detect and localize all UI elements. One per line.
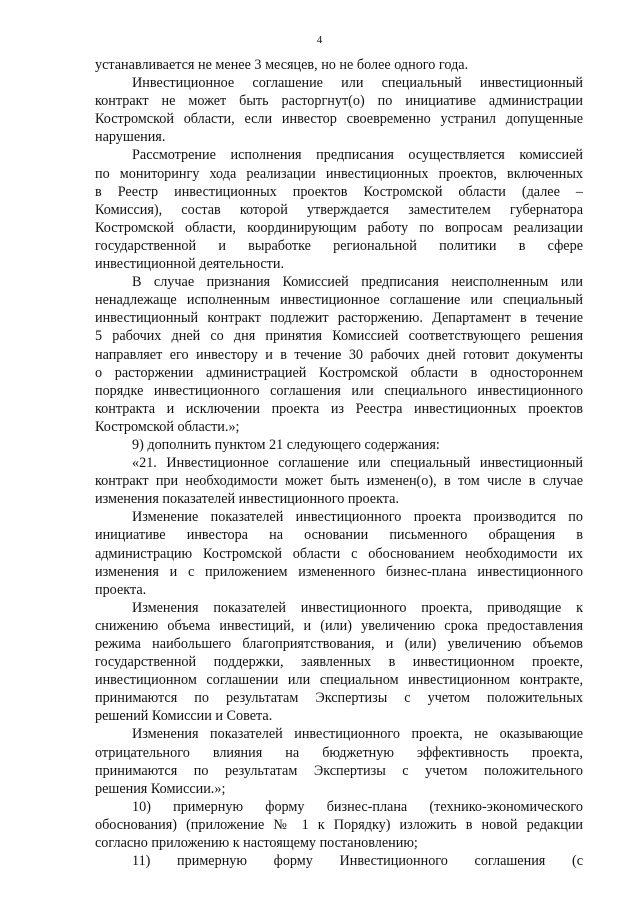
text-line: порядке инвестиционного соглашения или специального инвестиционного	[95, 382, 583, 399]
text-line: решения Комиссии.»;	[95, 780, 226, 797]
text-line: контракт при необходимости может быть изменен(о), в том числе в случае	[95, 473, 583, 490]
text-line: отрицательного влияния на бюджетную эффективность проекта,	[95, 744, 583, 761]
text-line: инвестиционном соглашении или специальном инвестиционном контракте,	[95, 672, 583, 689]
text-line: контракт не может быть расторгнут(о) по инициативе администрации	[95, 93, 583, 110]
text-line: Комиссия), состав которой утверждается заместителем губернатора	[95, 201, 583, 218]
text-line: Рассмотрение исполнения предписания осуществляется комиссией	[132, 147, 583, 164]
document-body	[95, 56, 583, 870]
text-line: нарушения.	[95, 129, 166, 146]
text-line: государственной и выработке региональной политики в сфере	[95, 237, 583, 254]
text-line: 11) примерную форму Инвестиционного соглашения (с	[132, 853, 583, 870]
text-line: инициативе инвестора на основании письменного обращения в	[95, 527, 583, 544]
text-line: Костромской области, если инвестор своевременно устранил допущенные	[95, 111, 583, 128]
text-line: в Реестр инвестиционных проектов Костромской области (далее –	[95, 183, 583, 200]
text-line: принимаются по результатам Экспертизы с учетом положительного	[95, 762, 583, 779]
page-number: 4	[316, 34, 323, 46]
text-line: ненадлежаще исполненным инвестиционное соглашение или специальный	[95, 292, 583, 309]
text-line: «21. Инвестиционное соглашение или специальный инвестиционный	[132, 455, 583, 472]
text-line: инвестиционный контракт подлежит расторжению. Департамент в течение	[95, 310, 583, 327]
text-line: администрацию Костромской области с обоснованием необходимости их	[95, 545, 583, 562]
text-line: 5 рабочих дней со дня принятия Комиссией соответствующего решения	[95, 328, 583, 345]
text-line: В случае признания Комиссией предписания неисполненным или	[132, 274, 583, 291]
text-line: решений Комиссии и Совета.	[95, 708, 273, 725]
text-line: изменения и с приложением измененного бизнес-плана инвестиционного	[95, 563, 583, 580]
text-line: Костромской области, координирующим работу по вопросам реализации	[95, 219, 583, 236]
text-line: инвестиционной деятельности.	[95, 256, 285, 273]
text-line: режима наибольшего благоприятствования, и (или) увеличению объемов	[95, 636, 583, 652]
text-line: направляет его инвестору и в течение 30 рабочих дней готовит документы	[95, 346, 583, 363]
text-line: устанавливается не менее 3 месяцев, но не более одного года.	[95, 57, 469, 73]
text-line: проекта.	[95, 581, 147, 598]
text-line: Инвестиционное соглашение или специальный инвестиционный	[132, 75, 583, 92]
text-line: Изменения показателей инвестиционного проекта, приводящие к	[132, 599, 583, 616]
text-line: контракта и исключении проекта из Реестра инвестиционных проектов	[95, 400, 583, 417]
text-line: обоснования) (приложение № 1 к Порядку) изложить в новой редакции	[95, 816, 583, 833]
text-line: согласно приложению к настоящему постановлению;	[95, 835, 418, 852]
text-line: государственной поддержки, заявленных в инвестиционном проекте,	[95, 654, 583, 671]
text-line: снижению объема инвестиций, и (или) увеличению срока предоставления	[95, 617, 583, 634]
text-line: изменения показателей инвестиционного проекта.	[95, 491, 400, 508]
text-line: принимаются по результатам Экспертизы с учетом положительных	[95, 690, 583, 707]
text-line: 10) примерную форму бизнес-плана (технико-экономического	[132, 798, 583, 815]
text-line: Изменения показателей инвестиционного проекта, не оказывающие	[132, 726, 583, 743]
text-line: Изменение показателей инвестиционного проекта производится по	[132, 509, 583, 526]
text-line: 9) дополнить пунктом 21 следующего содержания:	[132, 436, 440, 453]
text-line: Костромской области.»;	[95, 418, 240, 435]
text-line: по мониторингу хода реализации инвестиционных проектов, включенных	[95, 165, 583, 182]
text-line: о расторжении администрацией Костромской области в одностороннем	[95, 364, 583, 381]
